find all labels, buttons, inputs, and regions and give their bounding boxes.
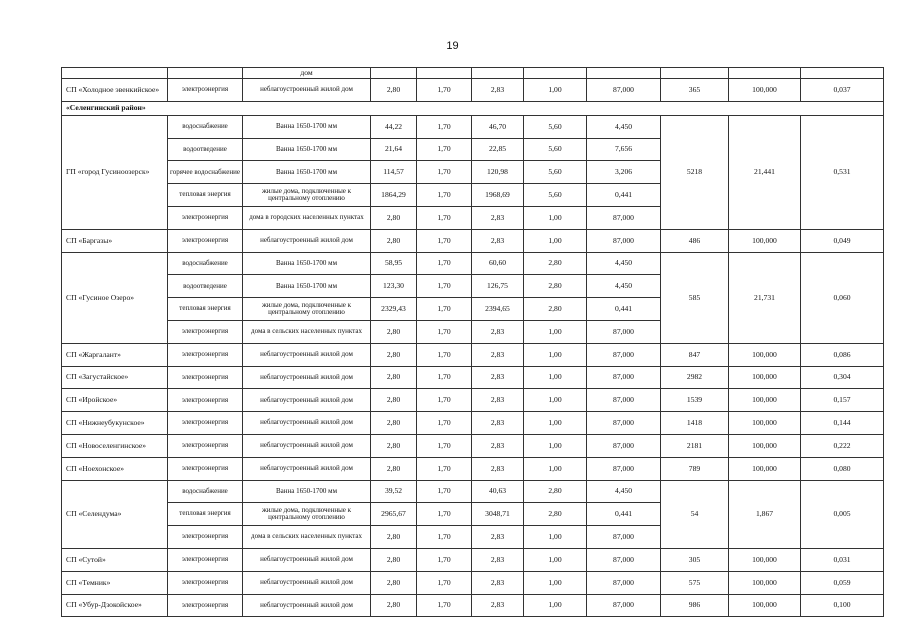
cell-resource: электроэнергия	[168, 366, 243, 389]
cell-value: 1,70	[417, 548, 472, 571]
cell-object: неблагоустроенный жилой дом	[243, 389, 371, 412]
cell-value: 2,83	[472, 366, 524, 389]
cell-value: 2,80	[371, 434, 417, 457]
cell-value: 2,80	[371, 206, 417, 229]
cell-object: Ванна 1650-1700 мм	[243, 138, 371, 161]
cell-value: 1,70	[417, 252, 472, 275]
cell-value: 5,60	[524, 138, 587, 161]
cell-object: дома в городских населенных пунктах	[243, 206, 371, 229]
cell-value: 2,83	[472, 229, 524, 252]
cell-percent: 100,000	[729, 343, 801, 366]
cell-percent: 100,000	[729, 571, 801, 594]
cell-value: 44,22	[371, 115, 417, 138]
cell-percent: 1,867	[729, 480, 801, 548]
cell-value: 1,00	[524, 457, 587, 480]
cell-total: 0,157	[801, 389, 884, 412]
cell-object: жилые дома, подключенные к центральному отоплению	[243, 503, 371, 526]
cell-value: 1,70	[417, 229, 472, 252]
cell-value: 1,70	[417, 320, 472, 343]
cell-percent: 100,000	[729, 457, 801, 480]
cell-value: 1,70	[417, 161, 472, 184]
cell-value: 46,70	[472, 115, 524, 138]
cell-value: 0,441	[587, 184, 661, 207]
cell-settlement: СП «Сутой»	[62, 548, 168, 571]
cell-resource: электроэнергия	[168, 526, 243, 549]
cell-total: 0,531	[801, 115, 884, 229]
cell-value: 2,83	[472, 548, 524, 571]
cell-percent: 100,000	[729, 594, 801, 617]
cell-value: 2,80	[524, 275, 587, 298]
cell-value: 2,80	[371, 366, 417, 389]
cell-resource: тепловая энергия	[168, 503, 243, 526]
cell-resource: водоснабжение	[168, 115, 243, 138]
cell-value: 2,83	[472, 343, 524, 366]
cell-object: Ванна 1650-1700 мм	[243, 161, 371, 184]
cell-value: 1,70	[417, 594, 472, 617]
cell-value: 2,80	[371, 526, 417, 549]
cell-value: 21,64	[371, 138, 417, 161]
cell-value: 87,000	[587, 389, 661, 412]
cell-value: 2,83	[472, 457, 524, 480]
cell-percent: 100,000	[729, 389, 801, 412]
cell-population: 5218	[661, 115, 729, 229]
cell-value: 2329,43	[371, 298, 417, 321]
cell-total: 0,100	[801, 594, 884, 617]
cell-settlement: СП «Баргазы»	[62, 229, 168, 252]
cell-resource: водоотведение	[168, 275, 243, 298]
cell-object: неблагоустроенный жилой дом	[243, 366, 371, 389]
cell-value: 2,83	[472, 571, 524, 594]
cell-value: 2,80	[371, 594, 417, 617]
cell-total: 0,037	[801, 79, 884, 102]
cell-value: 0,441	[587, 298, 661, 321]
cell-percent: 100,000	[729, 229, 801, 252]
cell-value: 2,83	[472, 434, 524, 457]
cell-value: 87,000	[587, 366, 661, 389]
cell-value: 1,00	[524, 366, 587, 389]
cell-value: 5,60	[524, 184, 587, 207]
cell-value: 2,80	[371, 571, 417, 594]
cell-object: дома в сельских населенных пунктах	[243, 320, 371, 343]
cell-resource: водоотведение	[168, 138, 243, 161]
cell-population: 789	[661, 457, 729, 480]
cell-object: неблагоустроенный жилой дом	[243, 343, 371, 366]
cell-population: 365	[661, 79, 729, 102]
cell-value: 40,63	[472, 480, 524, 503]
cell-value: 1,00	[524, 412, 587, 435]
cell-value: 2,83	[472, 594, 524, 617]
table-body	[62, 68, 884, 617]
cell-value: 1,00	[524, 594, 587, 617]
cell-value: 2,80	[524, 298, 587, 321]
cell-value: 1,00	[524, 389, 587, 412]
cell-value: 1,00	[524, 548, 587, 571]
cell-value: 2965,67	[371, 503, 417, 526]
cell-value: 2,80	[371, 343, 417, 366]
cell-settlement: СП «Ноехонское»	[62, 457, 168, 480]
cell-resource: тепловая энергия	[168, 298, 243, 321]
table-row	[62, 252, 884, 275]
cell-population: 486	[661, 229, 729, 252]
cell-value: 5,60	[524, 161, 587, 184]
table-row	[62, 115, 884, 138]
cell-percent: 100,000	[729, 79, 801, 102]
cell-object: неблагоустроенный жилой дом	[243, 457, 371, 480]
cell-value: 1,70	[417, 457, 472, 480]
cell-value: 1,70	[417, 526, 472, 549]
cell-value: 1,00	[524, 434, 587, 457]
cell-population: 585	[661, 252, 729, 343]
cell-value: 87,000	[587, 594, 661, 617]
cell-value: 1,70	[417, 343, 472, 366]
cell-object: жилые дома, подключенные к центральному отоплению	[243, 184, 371, 207]
cell-object: неблагоустроенный жилой дом	[243, 571, 371, 594]
cell-value: 126,75	[472, 275, 524, 298]
cell-resource: водоснабжение	[168, 480, 243, 503]
cell-percent: 21,441	[729, 115, 801, 229]
cell-settlement: СП «Загустайское»	[62, 366, 168, 389]
cell-object: Ванна 1650-1700 мм	[243, 480, 371, 503]
cell-value: 2394,65	[472, 298, 524, 321]
cell-total: 0,031	[801, 548, 884, 571]
cell-value: 87,000	[587, 457, 661, 480]
cell-value: 2,83	[472, 526, 524, 549]
cell-object: неблагоустроенный жилой дом	[243, 594, 371, 617]
cell-value: 1,00	[524, 571, 587, 594]
cell-value: 2,80	[371, 79, 417, 102]
cell-value: 58,95	[371, 252, 417, 275]
cell-resource: электроэнергия	[168, 571, 243, 594]
table-row	[62, 594, 884, 617]
cell-value: 87,000	[587, 320, 661, 343]
cell-settlement: СП «Новоселенгинское»	[62, 434, 168, 457]
cell-total: 0,144	[801, 412, 884, 435]
table-row	[62, 457, 884, 480]
cell-value: 4,450	[587, 115, 661, 138]
cell-value: 1,00	[524, 206, 587, 229]
cell-resource: электроэнергия	[168, 389, 243, 412]
cell-population: 305	[661, 548, 729, 571]
table-row	[62, 389, 884, 412]
cell-value: 120,98	[472, 161, 524, 184]
cell-object: неблагоустроенный жилой дом	[243, 79, 371, 102]
cell-total: 0,086	[801, 343, 884, 366]
cell-value: 87,000	[587, 206, 661, 229]
cell-total: 0,049	[801, 229, 884, 252]
cell-resource: водоснабжение	[168, 252, 243, 275]
cell-total: 0,059	[801, 571, 884, 594]
cell-value: 1,70	[417, 298, 472, 321]
cell-settlement: ГП «город Гусиноозерск»	[62, 115, 168, 229]
cell-value: 2,83	[472, 389, 524, 412]
cell-value: 87,000	[587, 548, 661, 571]
cell-settlement: СП «Жаргалант»	[62, 343, 168, 366]
cell-settlement: СП «Темник»	[62, 571, 168, 594]
cell-value: 1,70	[417, 503, 472, 526]
cell-settlement: СП «Нижнеубукунское»	[62, 412, 168, 435]
cell-value: 1,70	[417, 434, 472, 457]
cell-value: 4,450	[587, 480, 661, 503]
table-row	[62, 79, 884, 102]
cell-resource: электроэнергия	[168, 343, 243, 366]
cell-value: 1,70	[417, 366, 472, 389]
cell-value: 87,000	[587, 412, 661, 435]
cell-percent: 100,000	[729, 548, 801, 571]
cell-resource: электроэнергия	[168, 206, 243, 229]
cell-value: 0,441	[587, 503, 661, 526]
cell-population: 847	[661, 343, 729, 366]
cell-resource: горячее водоснабжение	[168, 161, 243, 184]
cell-value: 1,70	[417, 184, 472, 207]
cell-value: 2,83	[472, 412, 524, 435]
cell-value: 1,70	[417, 389, 472, 412]
cell-value: 22,85	[472, 138, 524, 161]
cell-value: 3048,71	[472, 503, 524, 526]
cell-value: 2,80	[524, 252, 587, 275]
table-row	[62, 434, 884, 457]
cell-object: неблагоустроенный жилой дом	[243, 434, 371, 457]
cell-value: 4,450	[587, 252, 661, 275]
cell-resource: тепловая энергия	[168, 184, 243, 207]
cell-value: 2,80	[371, 389, 417, 412]
table-row	[62, 343, 884, 366]
cell-resource: электроэнергия	[168, 457, 243, 480]
cell-value: 1,70	[417, 571, 472, 594]
cell-population: 1539	[661, 389, 729, 412]
cell-total: 0,222	[801, 434, 884, 457]
cell-value: 1,70	[417, 79, 472, 102]
cell-value: 7,656	[587, 138, 661, 161]
cell-object: неблагоустроенный жилой дом	[243, 548, 371, 571]
cell-percent: 100,000	[729, 366, 801, 389]
cell-value: 114,57	[371, 161, 417, 184]
cell-total: 0,080	[801, 457, 884, 480]
cell-population: 2181	[661, 434, 729, 457]
cell-value: 87,000	[587, 229, 661, 252]
cell-population: 2982	[661, 366, 729, 389]
section-header-row	[62, 101, 884, 115]
page-number: 19	[446, 40, 459, 52]
cell-value: 2,80	[524, 480, 587, 503]
cell-value: 1864,29	[371, 184, 417, 207]
cell-value: 2,83	[472, 79, 524, 102]
cell-value: 2,83	[472, 320, 524, 343]
cell-value: 87,000	[587, 571, 661, 594]
cell-value: 1,00	[524, 320, 587, 343]
table-row	[62, 480, 884, 503]
cell-object: неблагоустроенный жилой дом	[243, 229, 371, 252]
cell-value: 1,00	[524, 526, 587, 549]
cell-value: 2,80	[371, 320, 417, 343]
cell-value: 2,80	[371, 457, 417, 480]
cell-settlement: СП «Иройское»	[62, 389, 168, 412]
cell-object: Ванна 1650-1700 мм	[243, 115, 371, 138]
cell-object: неблагоустроенный жилой дом	[243, 412, 371, 435]
cell-resource: электроэнергия	[168, 594, 243, 617]
cell-value: 1,00	[524, 79, 587, 102]
cell-percent: 100,000	[729, 434, 801, 457]
cell-resource: электроэнергия	[168, 434, 243, 457]
cell-object: Ванна 1650-1700 мм	[243, 275, 371, 298]
cell-settlement: СП «Селендума»	[62, 480, 168, 548]
cell-value: 1,70	[417, 138, 472, 161]
cell-settlement: СП «Холодное эвенкийское»	[62, 79, 168, 102]
table-row	[62, 68, 884, 79]
cell-resource: электроэнергия	[168, 412, 243, 435]
cell-population: 575	[661, 571, 729, 594]
cell-value: 1,70	[417, 275, 472, 298]
cell-value: 3,206	[587, 161, 661, 184]
cell-percent: 100,000	[729, 412, 801, 435]
cell-value: 1,70	[417, 206, 472, 229]
cell-value: 1,00	[524, 229, 587, 252]
cell-value: 1,70	[417, 115, 472, 138]
cell-value: 2,80	[371, 412, 417, 435]
cell-object: жилые дома, подключенные к центральному отоплению	[243, 298, 371, 321]
cell-resource: электроэнергия	[168, 548, 243, 571]
cell-value: 5,60	[524, 115, 587, 138]
table-row	[62, 229, 884, 252]
cell-value: 87,000	[587, 79, 661, 102]
cell-value: 2,83	[472, 206, 524, 229]
table-row	[62, 548, 884, 571]
section-title: «Селенгинский район»	[62, 101, 884, 115]
cell-value: 1,70	[417, 480, 472, 503]
cell-resource: электроэнергия	[168, 229, 243, 252]
cell-object: дом	[243, 68, 371, 79]
cell-value: 60,60	[472, 252, 524, 275]
cell-value: 87,000	[587, 434, 661, 457]
cell-value: 2,80	[371, 548, 417, 571]
cell-value: 123,30	[371, 275, 417, 298]
cell-value: 1968,69	[472, 184, 524, 207]
cell-total: 0,005	[801, 480, 884, 548]
table-row	[62, 412, 884, 435]
cell-value: 2,80	[524, 503, 587, 526]
cell-resource: электроэнергия	[168, 79, 243, 102]
table-row	[62, 366, 884, 389]
cell-value: 4,450	[587, 275, 661, 298]
tariff-table	[61, 67, 884, 617]
cell-value: 87,000	[587, 526, 661, 549]
cell-resource: электроэнергия	[168, 320, 243, 343]
cell-value: 87,000	[587, 343, 661, 366]
cell-population: 54	[661, 480, 729, 548]
cell-settlement: СП «Гусиное Озеро»	[62, 252, 168, 343]
cell-object: дома в сельских населенных пунктах	[243, 526, 371, 549]
cell-value: 39,52	[371, 480, 417, 503]
cell-object: Ванна 1650-1700 мм	[243, 252, 371, 275]
cell-population: 986	[661, 594, 729, 617]
cell-value: 1,00	[524, 343, 587, 366]
cell-settlement: СП «Убур-Дзокойское»	[62, 594, 168, 617]
cell-total: 0,060	[801, 252, 884, 343]
cell-value: 2,80	[371, 229, 417, 252]
cell-population: 1418	[661, 412, 729, 435]
cell-value: 1,70	[417, 412, 472, 435]
table-row	[62, 571, 884, 594]
cell-percent: 21,731	[729, 252, 801, 343]
cell-total: 0,304	[801, 366, 884, 389]
